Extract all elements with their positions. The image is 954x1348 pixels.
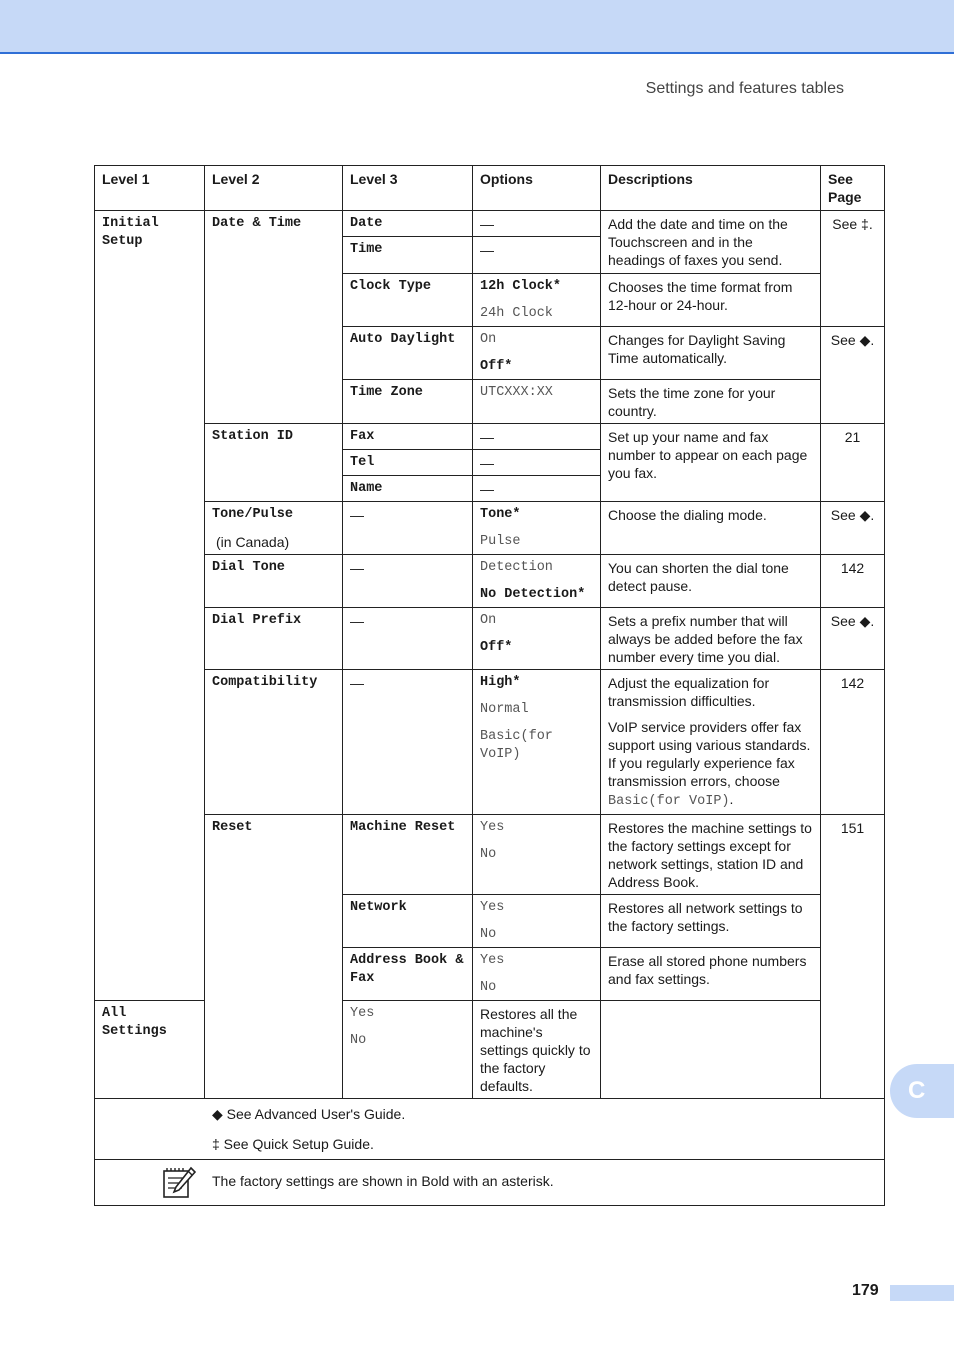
- level2-dial-tone: Dial Tone: [205, 555, 343, 608]
- option-time: —: [473, 237, 601, 274]
- level3-compatibility: —: [343, 670, 473, 815]
- option-tel: —: [473, 450, 601, 476]
- option-detection: Detection: [480, 560, 553, 575]
- level3-clock-type: Clock Type: [343, 274, 473, 327]
- col-header-options: Options: [473, 166, 601, 211]
- option-high: High*: [480, 675, 521, 690]
- note-row: [95, 1160, 885, 1206]
- level3-time-zone: Time Zone: [343, 380, 473, 424]
- options-tone-pulse: [473, 502, 601, 555]
- desc-station-id: Set up your name and fax number to appear on each page you fax.: [601, 424, 821, 502]
- option-no: No: [480, 847, 497, 862]
- see-dial-prefix: See ◆.: [821, 608, 885, 670]
- level2-station-id: Station ID: [205, 424, 343, 502]
- level3-name: Name: [343, 476, 473, 502]
- options-dial-tone: [473, 555, 601, 608]
- table-row: [95, 608, 885, 670]
- level2-dial-prefix: Dial Prefix: [205, 608, 343, 670]
- legend-row: [95, 1099, 885, 1160]
- see-date-time: See ‡.: [821, 211, 885, 327]
- col-header-descriptions: Descriptions: [601, 166, 821, 211]
- see-dial-tone: 142: [821, 555, 885, 608]
- table-header-row: [95, 166, 885, 211]
- desc-compatibility: [601, 670, 821, 815]
- option-yes: Yes: [350, 1006, 375, 1021]
- tone-pulse-label: Tone/Pulse: [212, 507, 294, 522]
- level2-compatibility: Compatibility: [205, 670, 343, 815]
- option-yes: Yes: [480, 820, 505, 835]
- see-reset: 151: [821, 815, 885, 1099]
- table-row: [95, 670, 885, 815]
- option-fax: —: [473, 424, 601, 450]
- desc-compatibility-2c: .: [729, 791, 734, 807]
- options-dial-prefix: [473, 608, 601, 670]
- level3-tel: Tel: [343, 450, 473, 476]
- desc-compatibility-1: Adjust the equalization for transmission difficulties.: [608, 675, 770, 709]
- option-on: On: [480, 613, 497, 628]
- option-normal: Normal: [480, 702, 529, 717]
- option-pulse: Pulse: [480, 534, 521, 549]
- option-name: —: [473, 476, 601, 502]
- desc-compatibility-2: [608, 718, 813, 811]
- tone-pulse-region: (in Canada): [216, 534, 290, 550]
- desc-dial-tone: You can shorten the dial tone detect pause.: [601, 555, 821, 608]
- option-basic-voip: Basic(for VoIP): [480, 729, 553, 762]
- desc-clock-type: Chooses the time format from 12-hour or 24-hour.: [601, 274, 821, 327]
- options-address-book: [473, 948, 601, 1001]
- option-tone: Tone*: [480, 507, 521, 522]
- option-off: Off*: [480, 359, 513, 374]
- table-row: [95, 211, 885, 237]
- desc-all-settings: Restores all the machine's settings quickly to the factory defaults.: [473, 1001, 601, 1099]
- col-header-level2: Level 2: [205, 166, 343, 211]
- col-header-level1: Level 1: [95, 166, 205, 211]
- option-no: No: [350, 1033, 367, 1048]
- page-number: 179: [852, 1282, 879, 1299]
- see-tone-pulse: See ◆.: [821, 502, 885, 555]
- level1-initial-setup: Initial Setup: [95, 211, 205, 1001]
- level3-dial-prefix: —: [343, 608, 473, 670]
- options-auto-daylight: [473, 327, 601, 380]
- running-title: Settings and features tables: [645, 80, 844, 97]
- level2-reset: Reset: [205, 815, 343, 1099]
- options-all-settings: [343, 1001, 473, 1099]
- level2-date-time: Date & Time: [205, 211, 343, 424]
- option-yes: Yes: [480, 953, 505, 968]
- desc-auto-daylight: Changes for Daylight Saving Time automatically.: [601, 327, 821, 380]
- legend: [95, 1099, 885, 1160]
- desc-compatibility-2b: Basic(for VoIP): [608, 794, 730, 809]
- legend-advanced: ◆ See Advanced User's Guide.: [212, 1106, 406, 1122]
- desc-machine-reset: Restores the machine settings to the factory settings except for network settings, station ID and Address Book.: [601, 815, 821, 895]
- table-row: [95, 815, 885, 895]
- desc-dial-prefix: Sets a prefix number that will always be added before the fax number every time you dial.: [601, 608, 821, 670]
- page-number-bar: [890, 1285, 954, 1301]
- col-header-see-page: See Page: [821, 166, 885, 211]
- option-yes: Yes: [480, 900, 505, 915]
- level3-dial-tone: —: [343, 555, 473, 608]
- level3-time: Time: [343, 237, 473, 274]
- level3-date: Date: [343, 211, 473, 237]
- level3-tone-pulse: —: [343, 502, 473, 555]
- legend-quick: ‡ See Quick Setup Guide.: [212, 1136, 374, 1152]
- option-no: No: [480, 980, 497, 995]
- see-station-id: 21: [821, 424, 885, 502]
- desc-address-book: Erase all stored phone numbers and fax settings.: [601, 948, 821, 1001]
- level2-tone-pulse: [205, 502, 343, 555]
- note-pencil-icon: [161, 1164, 197, 1200]
- option-date: —: [473, 211, 601, 237]
- level3-all-settings: All Settings: [95, 1001, 205, 1099]
- table-row: [95, 424, 885, 450]
- see-compatibility: 142: [821, 670, 885, 815]
- desc-compatibility-2a: VoIP service providers offer fax support using various standards. If you regularly experience fax transmission errors, choose: [608, 719, 811, 789]
- level3-network: Network: [343, 895, 473, 948]
- option-12h-clock: 12h Clock*: [480, 279, 562, 294]
- note: [95, 1160, 885, 1206]
- desc-time-zone: Sets the time zone for your country.: [601, 380, 821, 424]
- header-band: [0, 0, 954, 54]
- desc-date-time: Add the date and time on the Touchscreen and in the headings of faxes you send.: [601, 211, 821, 274]
- option-utc: UTCXXX:XX: [473, 380, 601, 424]
- note-text: The factory settings are shown in Bold with an asterisk.: [212, 1173, 554, 1189]
- level3-machine-reset: Machine Reset: [343, 815, 473, 895]
- table-row: [95, 502, 885, 555]
- option-off: Off*: [480, 640, 513, 655]
- level3-address-book: Address Book & Fax: [343, 948, 473, 1001]
- options-machine-reset: [473, 815, 601, 895]
- options-compatibility: [473, 670, 601, 815]
- settings-table: [94, 165, 885, 1206]
- option-24h-clock: 24h Clock: [480, 306, 553, 321]
- level3-fax: Fax: [343, 424, 473, 450]
- option-no: No: [480, 927, 497, 942]
- level3-auto-daylight: Auto Daylight: [343, 327, 473, 380]
- desc-network: Restores all network settings to the factory settings.: [601, 895, 821, 948]
- chapter-tab: C: [890, 1064, 954, 1118]
- col-header-level3: Level 3: [343, 166, 473, 211]
- option-no-detection: No Detection*: [480, 587, 586, 602]
- option-on: On: [480, 332, 497, 347]
- see-auto-daylight: See ◆.: [821, 327, 885, 424]
- table-row: [95, 555, 885, 608]
- options-network: [473, 895, 601, 948]
- desc-tone-pulse: Choose the dialing mode.: [601, 502, 821, 555]
- options-clock-type: [473, 274, 601, 327]
